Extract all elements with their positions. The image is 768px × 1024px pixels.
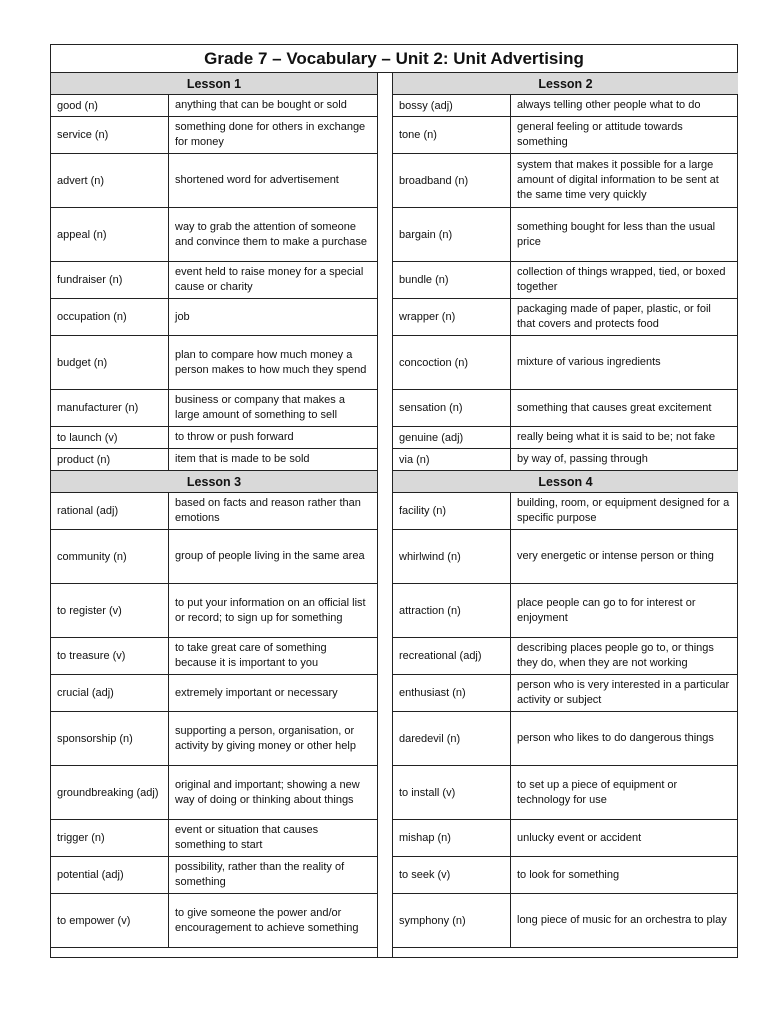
term: to seek (v) — [393, 857, 511, 893]
table-row — [51, 820, 377, 857]
definition: business or company that makes a large amount of something to sell — [175, 394, 345, 421]
definition: group of people living in the same area — [175, 550, 365, 562]
definition: supporting a person, organisation, or activity by giving money or other help — [175, 724, 356, 752]
term: fundraiser (n) — [51, 262, 169, 298]
definition: describing places people go to, or things they do, when they are not working — [517, 642, 714, 669]
table-row — [51, 894, 377, 948]
table-row — [393, 584, 738, 638]
definition: item that is made to be sold — [175, 453, 310, 465]
definition: always telling other people what to do — [517, 99, 701, 111]
term: mishap (n) — [393, 820, 511, 856]
table-row — [51, 95, 377, 117]
term: sensation (n) — [393, 390, 511, 426]
definition: to set up a piece of equipment or technology for use — [517, 778, 678, 806]
term: crucial (adj) — [51, 675, 169, 711]
table-row — [51, 117, 377, 154]
table-row — [393, 638, 738, 675]
definition: to take great care of something because it is important to you — [175, 642, 327, 669]
table-row — [51, 712, 377, 766]
table-row — [393, 154, 738, 208]
definition: original and important; showing a new way of doing or thinking about things — [175, 778, 360, 806]
right-column — [393, 73, 738, 948]
definition: system that makes it possible for a large amount of digital information to be sent at the same time very quickly — [517, 159, 719, 201]
definition: something that causes great excitement — [517, 401, 712, 414]
term: recreational (adj) — [393, 638, 511, 674]
definition: shortened word for advertisement — [175, 174, 339, 186]
lesson-2-table — [393, 73, 738, 471]
term: whirlwind (n) — [393, 530, 511, 583]
term: to empower (v) — [51, 894, 169, 947]
lesson-heading: Lesson 3 — [51, 471, 377, 493]
definition: event held to raise money for a special cause or charity — [175, 266, 364, 293]
column-gap — [377, 73, 393, 957]
term: to install (v) — [393, 766, 511, 819]
table-row — [51, 208, 377, 262]
term: appeal (n) — [51, 208, 169, 261]
definition: unlucky event or accident — [517, 831, 642, 844]
definition: to put your information on an official list or record; to sign up for something — [175, 596, 366, 624]
term: tone (n) — [393, 117, 511, 153]
table-row — [51, 766, 377, 820]
term: advert (n) — [51, 154, 169, 207]
definition: collection of things wrapped, tied, or boxed together — [517, 266, 726, 293]
table-row — [393, 336, 738, 390]
table-row — [393, 262, 738, 299]
lesson-heading: Lesson 4 — [393, 471, 738, 493]
term: via (n) — [393, 449, 511, 470]
term: to register (v) — [51, 584, 169, 637]
definition: packaging made of paper, plastic, or foil that covers and protects food — [517, 303, 711, 330]
lesson-1-table — [51, 73, 377, 471]
term: manufacturer (n) — [51, 390, 169, 426]
definition: person who is very interested in a particular activity or subject — [517, 679, 730, 706]
table-row — [393, 95, 738, 117]
lesson-3-table — [51, 471, 377, 948]
table-row — [393, 894, 738, 948]
term: broadband (n) — [393, 154, 511, 207]
definition: extremely important or necessary — [175, 686, 338, 699]
table-row — [393, 857, 738, 894]
term: concoction (n) — [393, 336, 511, 389]
term: product (n) — [51, 449, 169, 470]
definition: by way of, passing through — [517, 453, 648, 465]
term: to treasure (v) — [51, 638, 169, 674]
definition: place people can go to for interest or enjoyment — [517, 596, 696, 624]
definition: possibility, rather than the reality of something — [175, 861, 345, 888]
table-row — [51, 675, 377, 712]
term: wrapper (n) — [393, 299, 511, 335]
table-row — [393, 390, 738, 427]
lesson-heading: Lesson 1 — [51, 73, 377, 95]
table-row — [51, 427, 377, 449]
definition: to throw or push forward — [175, 431, 294, 443]
term: genuine (adj) — [393, 427, 511, 448]
term: occupation (n) — [51, 299, 169, 335]
table-row — [51, 584, 377, 638]
term: trigger (n) — [51, 820, 169, 856]
term: bossy (adj) — [393, 95, 511, 116]
table-row — [393, 299, 738, 336]
lesson-heading: Lesson 2 — [393, 73, 738, 95]
table-row — [393, 766, 738, 820]
term: groundbreaking (adj) — [51, 766, 169, 819]
definition: long piece of music for an orchestra to play — [517, 914, 727, 926]
definition: to look for something — [517, 868, 620, 881]
term: budget (n) — [51, 336, 169, 389]
definition: mixture of various ingredients — [517, 356, 661, 368]
term: to launch (v) — [51, 427, 169, 448]
term: attraction (n) — [393, 584, 511, 637]
table-row — [393, 427, 738, 449]
left-column — [51, 73, 377, 948]
term: enthusiast (n) — [393, 675, 511, 711]
term: bundle (n) — [393, 262, 511, 298]
definition: general feeling or attitude towards something — [517, 121, 683, 148]
definition: really being what it is said to be; not fake — [517, 431, 716, 443]
table-row — [51, 857, 377, 894]
table-row — [51, 530, 377, 584]
table-row — [51, 154, 377, 208]
term: daredevil (n) — [393, 712, 511, 765]
term: good (n) — [51, 95, 169, 116]
table-row — [393, 675, 738, 712]
definition: building, room, or equipment designed for a specific purpose — [517, 497, 730, 524]
table-row — [51, 299, 377, 336]
page-title: Grade 7 – Vocabulary – Unit 2: Unit Advertising — [51, 45, 737, 73]
term: service (n) — [51, 117, 169, 153]
table-row — [393, 820, 738, 857]
term: rational (adj) — [51, 493, 169, 529]
definition: person who likes to do dangerous things — [517, 732, 714, 744]
definition: event or situation that causes something to start — [175, 824, 319, 851]
lesson-4-table — [393, 471, 738, 948]
definition: very energetic or intense person or thing — [517, 550, 714, 562]
definition: way to grab the attention of someone and convince them to make a purchase — [175, 220, 368, 248]
term: potential (adj) — [51, 857, 169, 893]
table-row — [51, 493, 377, 530]
term: bargain (n) — [393, 208, 511, 261]
definition: anything that can be bought or sold — [175, 99, 347, 111]
table-row — [393, 449, 738, 471]
term: community (n) — [51, 530, 169, 583]
definition: to give someone the power and/or encouragement to achieve something — [175, 906, 359, 934]
table-row — [51, 262, 377, 299]
definition: based on facts and reason rather than emotions — [175, 497, 361, 524]
table-row — [393, 712, 738, 766]
definition: job — [175, 310, 190, 323]
definition: plan to compare how much money a person makes to how much they spend — [175, 348, 367, 376]
table-row — [51, 336, 377, 390]
term: sponsorship (n) — [51, 712, 169, 765]
table-row — [51, 638, 377, 675]
definition: something bought for less than the usual price — [517, 220, 716, 248]
table-row — [393, 208, 738, 262]
table-row — [51, 449, 377, 471]
table-row — [393, 493, 738, 530]
term: symphony (n) — [393, 894, 511, 947]
definition: something done for others in exchange for money — [175, 121, 366, 148]
term: facility (n) — [393, 493, 511, 529]
vocabulary-sheet — [50, 44, 738, 958]
table-row — [51, 390, 377, 427]
table-row — [393, 117, 738, 154]
table-row — [393, 530, 738, 584]
